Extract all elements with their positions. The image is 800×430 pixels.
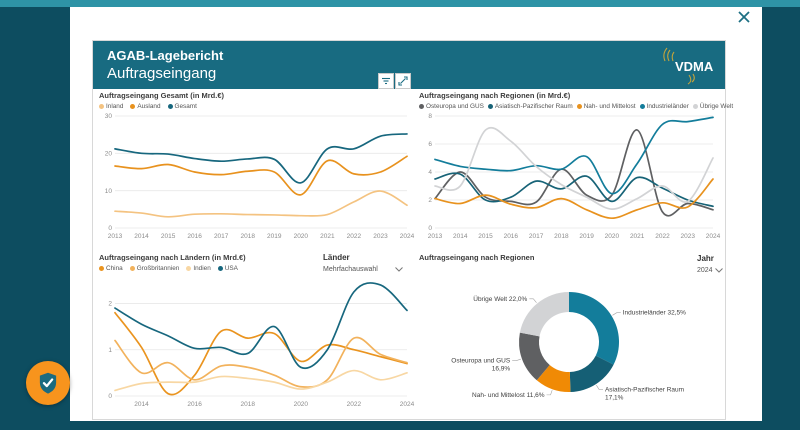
svg-text:2022: 2022 bbox=[655, 233, 670, 240]
legend-label: Übrige Welt bbox=[699, 103, 734, 110]
legend-label: Großbritannien bbox=[136, 265, 180, 272]
svg-text:2018: 2018 bbox=[240, 233, 255, 240]
donut-title: Auftragseingang nach Regionen bbox=[419, 253, 535, 262]
legend-label: Asiatisch-Pazifischer Raum bbox=[494, 103, 573, 110]
chart-gesamt-title: Auftragseingang Gesamt (in Mrd.€) bbox=[99, 91, 225, 100]
legend-dot bbox=[168, 104, 173, 109]
line-chart-gesamt[interactable] bbox=[99, 110, 415, 240]
legend-label: Inland bbox=[106, 103, 124, 110]
legend-dot bbox=[130, 104, 135, 109]
vdma-logo bbox=[651, 45, 717, 85]
legend-item[interactable] bbox=[99, 265, 123, 272]
laender-dropdown-value: Mehrfachauswahl bbox=[323, 266, 378, 273]
legend-dot bbox=[130, 266, 135, 271]
svg-text:Asiatisch-Pazifischer Raum17,1: Asiatisch-Pazifischer Raum 17,1% bbox=[604, 386, 685, 402]
legend-item[interactable] bbox=[218, 265, 238, 272]
svg-text:2023: 2023 bbox=[373, 233, 388, 240]
svg-text:2017: 2017 bbox=[528, 233, 544, 240]
svg-text:Übrige Welt 22,0%: Übrige Welt 22,0% bbox=[473, 295, 528, 303]
legend-label: China bbox=[106, 265, 123, 272]
svg-text:2024: 2024 bbox=[705, 233, 721, 240]
filter-icon bbox=[381, 76, 391, 86]
svg-text:20: 20 bbox=[104, 150, 112, 158]
svg-text:2024: 2024 bbox=[399, 401, 415, 408]
legend-item[interactable] bbox=[168, 103, 197, 110]
jahr-dropdown-label: Jahr bbox=[697, 254, 714, 263]
svg-text:2024: 2024 bbox=[399, 233, 415, 240]
svg-text:10: 10 bbox=[104, 187, 112, 195]
legend-label: Osteuropa und GUS bbox=[426, 103, 484, 110]
svg-text:Nah- und Mittelost 11,6%: Nah- und Mittelost 11,6% bbox=[472, 391, 545, 399]
svg-text:2015: 2015 bbox=[160, 233, 176, 240]
shield-check-icon bbox=[35, 370, 61, 396]
chart-regionen[interactable] bbox=[419, 91, 734, 240]
filter-button[interactable] bbox=[378, 73, 394, 89]
svg-text:Industrieländer 32,5%: Industrieländer 32,5% bbox=[622, 309, 686, 317]
chart-laender-title: Auftragseingang nach Ländern (in Mrd.€) bbox=[99, 253, 246, 262]
svg-text:2016: 2016 bbox=[187, 233, 202, 240]
svg-text:2016: 2016 bbox=[503, 233, 519, 240]
legend-dot bbox=[218, 266, 223, 271]
svg-text:2020: 2020 bbox=[604, 233, 620, 240]
legend-label: Indien bbox=[193, 265, 211, 272]
svg-text:2: 2 bbox=[108, 300, 112, 308]
svg-text:Osteuropa und GUS16,9%: Osteuropa und GUS 16,9% bbox=[451, 357, 511, 373]
chart-regionen-legend[interactable] bbox=[419, 103, 734, 110]
jahr-dropdown-value: 2024 bbox=[697, 267, 713, 274]
donut-slice bbox=[569, 292, 619, 365]
legend-item[interactable] bbox=[130, 265, 180, 272]
svg-text:2020: 2020 bbox=[293, 401, 309, 408]
legend-item[interactable] bbox=[130, 103, 160, 110]
line-chart-laender[interactable] bbox=[99, 272, 415, 408]
svg-text:2021: 2021 bbox=[629, 233, 645, 240]
svg-text:2019: 2019 bbox=[267, 233, 282, 240]
svg-text:30: 30 bbox=[104, 113, 112, 121]
report-card bbox=[92, 40, 734, 420]
legend-item[interactable] bbox=[99, 103, 123, 110]
svg-text:2016: 2016 bbox=[187, 401, 202, 408]
legend-item[interactable] bbox=[186, 265, 210, 272]
svg-text:2020: 2020 bbox=[293, 233, 309, 240]
svg-text:2017: 2017 bbox=[213, 233, 229, 240]
legend-item[interactable] bbox=[419, 103, 484, 110]
legend-item[interactable] bbox=[693, 103, 733, 110]
legend-item[interactable] bbox=[488, 103, 573, 110]
line-chart-regionen[interactable] bbox=[419, 110, 721, 240]
svg-text:2019: 2019 bbox=[579, 233, 594, 240]
expand-icon bbox=[398, 76, 408, 86]
legend-dot bbox=[99, 104, 104, 109]
chevron-down-icon bbox=[395, 267, 403, 272]
legend-dot bbox=[577, 104, 582, 109]
svg-text:2013: 2013 bbox=[427, 233, 443, 240]
laender-dropdown-label: Länder bbox=[323, 253, 350, 262]
svg-text:2014: 2014 bbox=[453, 233, 468, 240]
svg-text:4: 4 bbox=[428, 169, 432, 177]
svg-text:VDMA: VDMA bbox=[675, 59, 714, 74]
focus-mode-button[interactable] bbox=[395, 73, 411, 89]
legend-item[interactable] bbox=[640, 103, 689, 110]
laender-dropdown[interactable] bbox=[323, 253, 403, 273]
svg-text:8: 8 bbox=[428, 113, 432, 121]
svg-text:2022: 2022 bbox=[346, 401, 362, 408]
svg-text:1: 1 bbox=[108, 346, 112, 354]
close-icon[interactable] bbox=[735, 8, 753, 26]
svg-text:0: 0 bbox=[108, 393, 112, 401]
legend-dot bbox=[186, 266, 191, 271]
legend-label: Ausland bbox=[137, 103, 161, 110]
svg-text:2: 2 bbox=[428, 197, 432, 205]
svg-text:0: 0 bbox=[428, 225, 432, 233]
svg-text:2021: 2021 bbox=[320, 233, 335, 240]
svg-text:0: 0 bbox=[108, 225, 112, 233]
legend-label: USA bbox=[224, 265, 238, 272]
legend-dot bbox=[99, 266, 104, 271]
report-subtitle: Auftragseingang bbox=[107, 65, 217, 82]
top-accent-strip bbox=[0, 0, 800, 7]
chart-gesamt[interactable] bbox=[99, 91, 415, 240]
svg-text:2015: 2015 bbox=[478, 233, 493, 240]
chart-laender[interactable] bbox=[99, 253, 415, 408]
svg-text:6: 6 bbox=[428, 141, 432, 149]
report-title: AGAB-Lagebericht bbox=[107, 48, 224, 63]
legend-item[interactable] bbox=[577, 103, 636, 110]
svg-text:2014: 2014 bbox=[134, 401, 149, 408]
donut-chart[interactable] bbox=[419, 262, 721, 420]
chart-regionen-title: Auftragseingang nach Regionen (in Mrd.€) bbox=[419, 91, 571, 100]
legend-dot bbox=[488, 104, 493, 109]
legend-label: Gesamt bbox=[174, 103, 197, 110]
chart-regionen-donut[interactable] bbox=[419, 253, 721, 420]
svg-text:2013: 2013 bbox=[107, 233, 123, 240]
svg-text:2018: 2018 bbox=[240, 401, 255, 408]
consent-button[interactable] bbox=[26, 361, 70, 405]
legend-label: Industrieländer bbox=[646, 103, 689, 110]
legend-dot bbox=[640, 104, 645, 109]
svg-text:2022: 2022 bbox=[346, 233, 362, 240]
svg-text:2014: 2014 bbox=[134, 233, 149, 240]
svg-text:2023: 2023 bbox=[680, 233, 695, 240]
chart-gesamt-legend[interactable] bbox=[99, 103, 415, 110]
legend-label: Nah- und Mittelost bbox=[583, 103, 636, 110]
legend-dot bbox=[693, 104, 698, 109]
svg-text:2018: 2018 bbox=[554, 233, 569, 240]
legend-dot bbox=[419, 104, 424, 109]
